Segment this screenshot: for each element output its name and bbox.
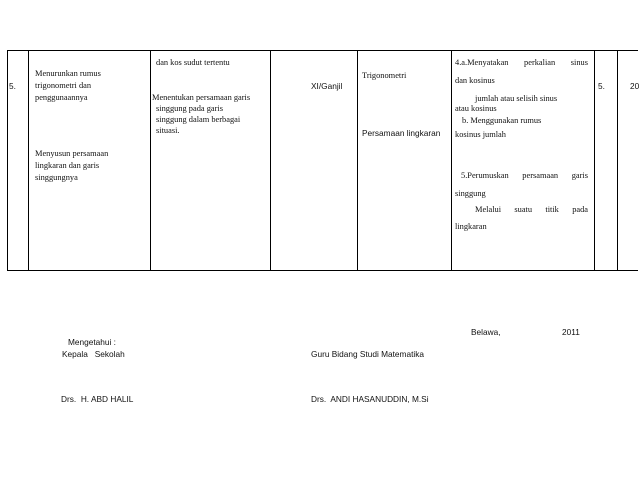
activity-line-1 bbox=[455, 58, 588, 68]
competency-line: Menurunkan rumus bbox=[35, 69, 101, 78]
col-divider-0 bbox=[7, 50, 8, 270]
col-divider-7 bbox=[617, 50, 618, 270]
col-divider-2 bbox=[150, 50, 151, 270]
col-divider-3 bbox=[270, 50, 271, 270]
word: titik bbox=[545, 205, 559, 214]
word: 4.a.Menyatakan bbox=[455, 58, 509, 67]
word: suatu bbox=[514, 205, 533, 214]
word: garis bbox=[571, 171, 588, 180]
activity-line-9 bbox=[475, 205, 588, 215]
competency-line: trigonometri dan bbox=[35, 81, 92, 90]
principal-title: Kepala Sekolah bbox=[62, 349, 125, 359]
acknowledged-label: Mengetahui : bbox=[68, 337, 116, 347]
competency-line: penggunaannya bbox=[35, 93, 88, 102]
col-divider-5 bbox=[451, 50, 452, 270]
col-divider-4 bbox=[357, 50, 358, 270]
activity-line-6: kosinus jumlah bbox=[455, 130, 506, 139]
teacher-title: Guru Bidang Studi Matematika bbox=[311, 349, 424, 359]
indicator-line: Menentukan persamaan garis bbox=[152, 93, 251, 102]
place-date: Belawa, bbox=[471, 327, 501, 337]
indicator-line: singgung dalam berbagai bbox=[156, 115, 241, 124]
word: sinus bbox=[570, 58, 588, 67]
class-semester: XI/Ganjil bbox=[311, 81, 343, 91]
competency-line: Menyusun persamaan bbox=[35, 149, 109, 158]
table-bottom-border bbox=[7, 270, 638, 271]
col-divider-6 bbox=[594, 50, 595, 270]
indicator-line: singgung pada garis bbox=[156, 104, 223, 113]
principal-name: Drs. H. ABD HALIL bbox=[61, 394, 134, 404]
allocation-number: 5. bbox=[598, 81, 605, 91]
activity-line-4: atau kosinus bbox=[455, 104, 497, 113]
word: Melalui bbox=[475, 205, 502, 214]
word: 5.Perumuskan bbox=[461, 171, 509, 180]
word: persamaan bbox=[522, 171, 559, 180]
col-divider-1 bbox=[28, 50, 29, 270]
year: 2011 bbox=[562, 327, 580, 337]
topic-trigonometry: Trigonometri bbox=[362, 71, 407, 80]
indicator-top-text: dan kos sudut tertentu bbox=[156, 58, 230, 67]
activity-line-5: b. Menggunakan rumus bbox=[462, 116, 542, 125]
competency-line: lingkaran dan garis bbox=[35, 161, 100, 170]
activity-line-8: singgung bbox=[455, 189, 486, 198]
teacher-name: Drs. ANDI HASANUDDIN, M.Si bbox=[311, 394, 429, 404]
activity-line-3: jumlah atau selisih sinus bbox=[475, 94, 558, 103]
activity-line-2: dan kosinus bbox=[455, 76, 495, 85]
indicator-line: situasi. bbox=[156, 126, 180, 135]
cut-off-value: 20 bbox=[630, 81, 639, 91]
activity-line-7 bbox=[461, 171, 588, 181]
word: pada bbox=[572, 205, 588, 214]
activity-line-10: lingkaran bbox=[455, 222, 487, 231]
competency-line: singgungnya bbox=[35, 173, 78, 182]
topic-circle-equation: Persamaan lingkaran bbox=[362, 128, 441, 138]
word: perkalian bbox=[524, 58, 556, 67]
row-number: 5. bbox=[9, 81, 16, 91]
table-top-border bbox=[7, 50, 638, 51]
